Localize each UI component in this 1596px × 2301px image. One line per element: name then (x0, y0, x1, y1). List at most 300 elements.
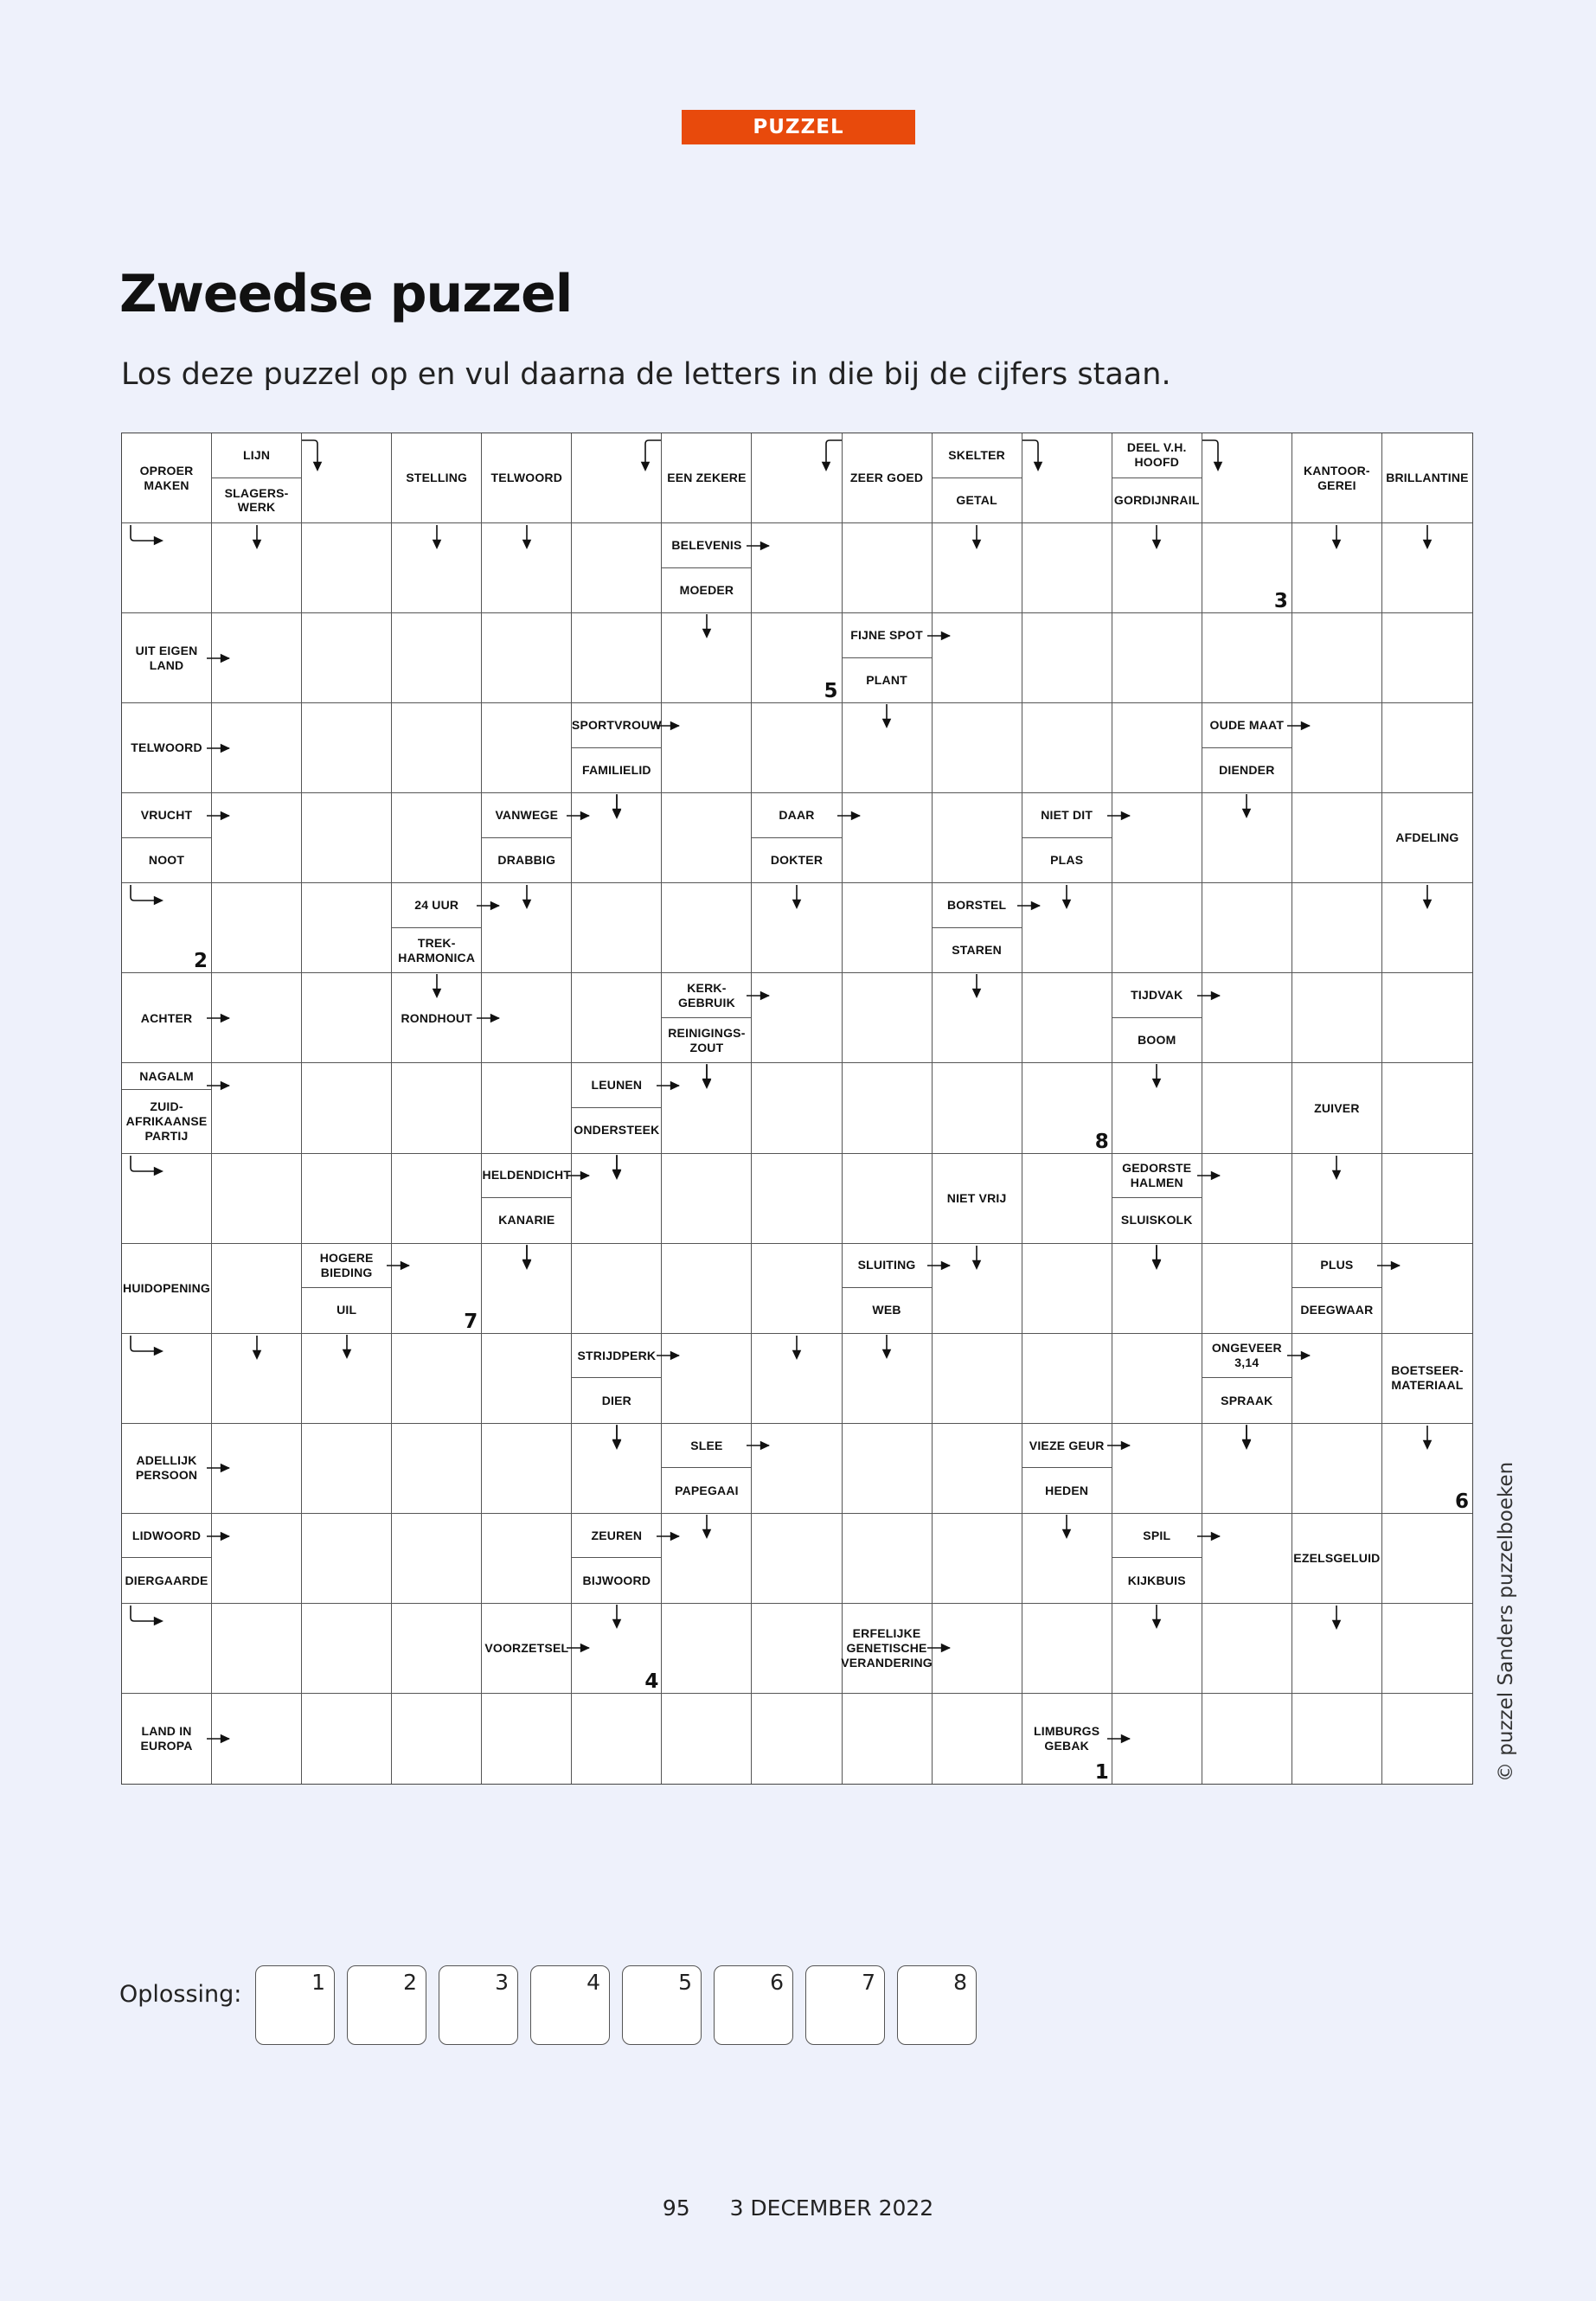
answer-cell[interactable] (843, 1424, 933, 1514)
down-arrow-icon (610, 1156, 624, 1182)
clue-text-bottom: GORDIJNRAIL (1113, 492, 1200, 507)
answer-cell[interactable] (933, 793, 1022, 883)
clue-text: KANTOOR- GEREI (1303, 463, 1370, 492)
answer-cell[interactable] (662, 883, 752, 973)
answer-cell[interactable] (212, 1514, 302, 1604)
answer-cell[interactable] (752, 523, 842, 613)
answer-cell[interactable] (1292, 703, 1382, 793)
answer-cell[interactable] (122, 883, 212, 973)
answer-cell[interactable] (212, 1334, 302, 1424)
clue-cell (1022, 1424, 1112, 1514)
clue-text-bottom: DIERGAARDE (125, 1573, 208, 1587)
answer-cell[interactable] (1022, 1334, 1112, 1424)
solution-box[interactable] (622, 1965, 702, 2045)
answer-cell[interactable] (1292, 883, 1382, 973)
solution-box-number: 2 (403, 1970, 417, 1995)
answer-cell[interactable] (1022, 1604, 1112, 1694)
clue-text: VOORZETSEL (484, 1640, 569, 1655)
answer-cell[interactable] (392, 613, 482, 703)
answer-cell[interactable] (1022, 973, 1112, 1063)
answer-cell[interactable] (1292, 1154, 1382, 1244)
answer-cell[interactable] (1202, 883, 1292, 973)
answer-cell[interactable] (482, 523, 572, 613)
down-arrow-icon (1330, 1606, 1343, 1631)
answer-cell[interactable] (482, 973, 572, 1063)
clue-cell (122, 613, 212, 703)
answer-cell[interactable] (933, 1424, 1022, 1514)
clue-text-bottom: PLAS (1050, 853, 1084, 868)
answer-cell[interactable] (1202, 613, 1292, 703)
answer-cell[interactable] (212, 613, 302, 703)
answer-cell[interactable] (302, 1334, 392, 1424)
clue-cell (212, 433, 302, 523)
answer-cell[interactable] (752, 1244, 842, 1334)
answer-cell[interactable] (662, 793, 752, 883)
clue-cell (122, 1514, 212, 1604)
answer-cell[interactable] (1022, 703, 1112, 793)
answer-cell[interactable] (392, 1334, 482, 1424)
clue-text-top: NAGALM (122, 1063, 211, 1090)
clue-cell (122, 1694, 212, 1784)
down-arrow-icon (970, 1246, 984, 1272)
answer-cell[interactable] (212, 703, 302, 793)
solution-box[interactable] (714, 1965, 793, 2045)
answer-cell[interactable] (212, 1424, 302, 1514)
answer-cell[interactable] (122, 1604, 212, 1694)
answer-cell[interactable] (1202, 523, 1292, 613)
answer-cell[interactable] (1112, 703, 1202, 793)
clue-text-bottom: PLANT (866, 673, 907, 688)
answer-cell[interactable] (662, 1154, 752, 1244)
answer-cell[interactable] (1292, 1604, 1382, 1694)
answer-cell[interactable] (122, 1154, 212, 1244)
answer-cell[interactable] (392, 703, 482, 793)
answer-cell[interactable] (1382, 1244, 1472, 1334)
answer-cell[interactable] (933, 1514, 1022, 1604)
clue-cell (482, 1154, 572, 1244)
down-arrow-icon (520, 1246, 534, 1272)
answer-cell[interactable] (843, 1514, 933, 1604)
clue-cell (392, 433, 482, 523)
answer-cell[interactable] (572, 1424, 662, 1514)
answer-cell[interactable] (302, 1424, 392, 1514)
clue-text-bottom: FAMILIELID (581, 763, 651, 778)
answer-cell[interactable] (1112, 1604, 1202, 1694)
answer-cell[interactable] (752, 973, 842, 1063)
answer-cell[interactable] (752, 883, 842, 973)
clue-text-top: SKELTER (933, 433, 1022, 478)
answer-cell[interactable] (933, 973, 1022, 1063)
answer-cell[interactable] (1022, 1244, 1112, 1334)
clue-text-top: LIDWOORD (122, 1514, 211, 1559)
answer-cell[interactable] (122, 1334, 212, 1424)
section-tag: PUZZEL (682, 110, 915, 144)
clue-cell (1292, 1244, 1382, 1334)
answer-cell[interactable] (1112, 1424, 1202, 1514)
solution-box-number: 3 (495, 1970, 509, 1995)
answer-cell[interactable] (1292, 613, 1382, 703)
clue-cell (122, 1424, 212, 1514)
down-arrow-icon (520, 525, 534, 551)
copyright-notice: © puzzel Sanders puzzelboeken (1495, 1461, 1517, 1782)
answer-cell[interactable] (1022, 433, 1112, 523)
hook-arrow-icon (1202, 439, 1227, 475)
answer-cell[interactable] (1292, 1694, 1382, 1784)
answer-cell[interactable] (662, 1514, 752, 1604)
hook-arrow-icon (129, 1606, 165, 1626)
answer-cell[interactable] (302, 1514, 392, 1604)
clue-text-top: BELEVENIS (662, 523, 751, 568)
clue-cell (1292, 433, 1382, 523)
clue-text-bottom: WEB (872, 1303, 901, 1317)
issue-date: 3 DECEMBER 2022 (729, 2195, 934, 2221)
answer-cell[interactable] (212, 1154, 302, 1244)
answer-cell[interactable] (843, 703, 933, 793)
answer-cell[interactable] (482, 1244, 572, 1334)
page-title: Zweedse puzzel (119, 264, 573, 324)
down-arrow-icon (790, 885, 804, 911)
answer-cell[interactable] (1112, 883, 1202, 973)
answer-cell[interactable] (392, 1063, 482, 1153)
answer-cell[interactable] (302, 883, 392, 973)
answer-cell[interactable] (1022, 883, 1112, 973)
answer-cell[interactable] (392, 1694, 482, 1784)
clue-text-top: LIJN (212, 433, 301, 478)
answer-cell[interactable] (1202, 1694, 1292, 1784)
answer-cell[interactable] (1202, 1154, 1292, 1244)
clue-text: OPROER MAKEN (139, 463, 194, 492)
answer-cell[interactable] (662, 1334, 752, 1424)
answer-cell[interactable] (482, 1514, 572, 1604)
hook-arrow-icon (817, 439, 842, 475)
solution-box[interactable] (805, 1965, 885, 2045)
clue-cell (482, 1604, 572, 1694)
clue-cell (122, 433, 212, 523)
answer-cell[interactable] (1202, 1063, 1292, 1153)
answer-cell[interactable] (212, 1063, 302, 1153)
answer-cell[interactable] (482, 613, 572, 703)
answer-cell[interactable] (1202, 1244, 1292, 1334)
answer-cell[interactable] (392, 1244, 482, 1334)
clue-text-top: DEEL V.H. HOOFD (1112, 433, 1202, 478)
answer-cell[interactable] (302, 1063, 392, 1153)
clue-cell (302, 1244, 392, 1334)
clue-cell (1382, 1334, 1472, 1424)
clue-text-top: SLUITING (843, 1244, 932, 1289)
answer-cell[interactable] (1112, 793, 1202, 883)
answer-cell[interactable] (933, 613, 1022, 703)
solution-box-number: 8 (953, 1970, 967, 1995)
page-footer (0, 2195, 1596, 2221)
answer-cell[interactable] (843, 793, 933, 883)
answer-cell[interactable] (1382, 973, 1472, 1063)
answer-cell[interactable] (482, 883, 572, 973)
answer-cell[interactable] (1382, 1604, 1472, 1694)
answer-cell[interactable] (1382, 883, 1472, 973)
clue-cell (933, 1154, 1022, 1244)
answer-cell[interactable] (1382, 703, 1472, 793)
answer-cell[interactable] (1292, 1424, 1382, 1514)
answer-cell[interactable] (1022, 1514, 1112, 1604)
down-arrow-icon (1420, 525, 1434, 551)
answer-cell[interactable] (572, 883, 662, 973)
answer-cell[interactable] (572, 793, 662, 883)
answer-cell[interactable] (752, 613, 842, 703)
clue-text-top: SPORTVROUW (572, 703, 661, 748)
answer-cell[interactable] (212, 523, 302, 613)
clue-cell (122, 1063, 212, 1153)
answer-cell[interactable] (572, 1154, 662, 1244)
hook-arrow-icon (129, 1336, 165, 1356)
hook-arrow-icon (1022, 439, 1047, 475)
clue-text-bottom: KIJKBUIS (1127, 1573, 1186, 1587)
answer-cell[interactable] (933, 1244, 1022, 1334)
answer-cell[interactable] (752, 1694, 842, 1784)
down-arrow-icon (1150, 1246, 1163, 1272)
answer-cell[interactable] (1202, 1514, 1292, 1604)
answer-cell[interactable] (752, 1334, 842, 1424)
solution-box-number: 6 (770, 1970, 784, 1995)
clue-text: ACHTER (140, 1010, 193, 1025)
answer-cell[interactable] (843, 1334, 933, 1424)
answer-cell[interactable] (843, 883, 933, 973)
answer-cell[interactable] (752, 1154, 842, 1244)
answer-cell[interactable] (933, 703, 1022, 793)
page-number: 95 (662, 2195, 690, 2221)
solution-marker-number: 2 (194, 950, 208, 973)
clue-cell (1202, 703, 1292, 793)
down-arrow-icon (970, 525, 984, 551)
answer-cell[interactable] (662, 1244, 752, 1334)
answer-cell[interactable] (1112, 1244, 1202, 1334)
answer-cell[interactable] (662, 1063, 752, 1153)
answer-cell[interactable] (1094, 1063, 1202, 1153)
down-arrow-icon (250, 525, 264, 551)
answer-cell[interactable] (1202, 1604, 1292, 1694)
clue-text-top: HELDENDICHT (482, 1154, 571, 1199)
answer-cell[interactable] (302, 1604, 392, 1694)
down-arrow-icon (700, 1065, 714, 1091)
answer-cell[interactable] (1292, 1334, 1382, 1424)
answer-cell[interactable] (1202, 433, 1292, 523)
clue-cell (1292, 1063, 1382, 1153)
answer-cell[interactable] (843, 523, 933, 613)
answer-cell[interactable] (662, 703, 752, 793)
answer-cell[interactable] (302, 613, 392, 703)
clue-text-bottom: REINIGINGS- ZOUT (668, 1025, 746, 1054)
down-arrow-icon (520, 885, 534, 911)
answer-cell[interactable] (1112, 523, 1202, 613)
down-arrow-icon (1420, 885, 1434, 911)
clue-cell (572, 703, 662, 793)
answer-cell[interactable] (1112, 1334, 1202, 1424)
answer-cell[interactable] (752, 1604, 842, 1694)
answer-cell[interactable] (662, 613, 752, 703)
solution-box[interactable] (530, 1965, 610, 2045)
answer-cell[interactable] (212, 1694, 302, 1784)
answer-cell[interactable] (1382, 613, 1472, 703)
answer-cell[interactable] (392, 1154, 482, 1244)
answer-cell[interactable] (933, 1334, 1022, 1424)
answer-cell[interactable] (933, 1694, 1022, 1784)
clue-text: HUIDOPENING (123, 1280, 211, 1295)
clue-text-top: ZEUREN (572, 1514, 661, 1559)
answer-cell[interactable] (302, 973, 392, 1063)
answer-cell[interactable] (572, 973, 662, 1063)
clue-text: TELWOORD (131, 740, 202, 755)
answer-cell[interactable] (572, 1244, 662, 1334)
answer-cell[interactable] (1022, 1154, 1112, 1244)
answer-cell[interactable] (482, 1424, 572, 1514)
clue-text-top: FIJNE SPOT (843, 613, 932, 658)
answer-cell[interactable] (482, 1063, 572, 1153)
answer-cell[interactable] (302, 433, 392, 523)
answer-cell[interactable] (843, 1154, 933, 1244)
answer-cell[interactable] (302, 793, 392, 883)
solution-box-number: 4 (586, 1970, 600, 1995)
answer-cell[interactable] (1202, 973, 1292, 1063)
clue-text-top: VRUCHT (122, 793, 211, 838)
clue-text-top: LEUNEN (572, 1063, 661, 1108)
clue-cell (572, 1063, 662, 1153)
answer-cell[interactable] (1022, 523, 1112, 613)
clue-text-bottom: HEDEN (1045, 1483, 1089, 1497)
answer-cell[interactable] (302, 1154, 392, 1244)
answer-cell[interactable] (302, 523, 392, 613)
clue-text: UIT EIGEN LAND (135, 643, 198, 672)
clue-cell (1202, 1334, 1292, 1424)
solution-box[interactable] (897, 1965, 977, 2045)
clue-cell (662, 1424, 752, 1514)
answer-cell[interactable] (1382, 523, 1472, 613)
clue-text-top: ONGEVEER 3,14 (1202, 1334, 1292, 1379)
clue-text-top: VANWEGE (482, 793, 571, 838)
answer-cell[interactable] (1382, 1154, 1472, 1244)
clue-cell (662, 433, 752, 523)
answer-cell[interactable] (662, 1694, 752, 1784)
answer-cell[interactable] (392, 1514, 482, 1604)
clue-cell (1112, 1514, 1202, 1604)
clue-cell (662, 523, 752, 613)
clue-text-bottom: STAREN (952, 943, 1002, 958)
answer-cell[interactable] (212, 973, 302, 1063)
answer-cell[interactable] (392, 1604, 482, 1694)
solution-box[interactable] (255, 1965, 335, 2045)
answer-cell[interactable] (843, 1694, 933, 1784)
clue-text-bottom: DIENDER (1219, 763, 1275, 778)
answer-cell[interactable] (212, 793, 302, 883)
down-arrow-icon (790, 1336, 804, 1362)
clue-text-bottom: DRABBIG (497, 853, 556, 868)
clue-text-top: SLEE (662, 1424, 751, 1469)
clue-cell (482, 793, 572, 883)
answer-cell[interactable] (1112, 613, 1202, 703)
clue-text-bottom: DEEGWAAR (1300, 1303, 1374, 1317)
answer-cell[interactable] (572, 1694, 662, 1784)
clue-cell (572, 1334, 662, 1424)
answer-cell[interactable] (933, 1063, 1022, 1153)
answer-cell[interactable] (212, 1244, 302, 1334)
answer-cell[interactable] (572, 433, 662, 523)
clue-cell (843, 433, 933, 523)
clue-text-bottom: KANARIE (498, 1213, 555, 1227)
clue-cell (933, 433, 1022, 523)
answer-cell[interactable] (1292, 973, 1382, 1063)
solution-box-number: 5 (678, 1970, 692, 1995)
answer-cell[interactable] (843, 973, 933, 1063)
solution-box-number: 1 (311, 1970, 325, 1995)
answer-cell[interactable] (752, 433, 842, 523)
answer-cell[interactable] (752, 1424, 842, 1514)
answer-cell[interactable] (1382, 1694, 1472, 1784)
clue-cell (392, 883, 482, 973)
answer-cell[interactable] (392, 523, 482, 613)
answer-cell[interactable] (933, 1604, 1022, 1694)
answer-cell[interactable] (752, 1063, 842, 1153)
clue-cell (122, 1244, 212, 1334)
answer-cell[interactable] (122, 523, 212, 613)
answer-cell[interactable] (212, 883, 302, 973)
solution-box[interactable] (439, 1965, 518, 2045)
solution-box[interactable] (347, 1965, 426, 2045)
hook-arrow-icon (637, 439, 661, 475)
answer-cell[interactable] (1022, 613, 1112, 703)
solution-marker-number: 8 (1094, 1130, 1109, 1153)
answer-cell[interactable] (392, 1424, 482, 1514)
answer-cell[interactable] (933, 523, 1022, 613)
hook-arrow-icon (302, 439, 326, 475)
answer-cell[interactable] (212, 1604, 302, 1694)
answer-cell[interactable] (1382, 1424, 1472, 1514)
answer-cell[interactable] (302, 703, 392, 793)
answer-cell[interactable] (1292, 523, 1382, 613)
answer-cell[interactable] (482, 1694, 572, 1784)
answer-cell[interactable] (482, 1334, 572, 1424)
clue-cell (1382, 433, 1472, 523)
down-arrow-icon (610, 1426, 624, 1452)
answer-cell[interactable] (482, 703, 572, 793)
answer-cell[interactable] (572, 523, 662, 613)
solution-marker-number: 7 (464, 1310, 478, 1333)
answer-cell[interactable] (302, 1694, 392, 1784)
answer-cell[interactable] (1382, 1514, 1472, 1604)
hook-arrow-icon (129, 885, 165, 906)
answer-cell[interactable] (752, 1514, 842, 1604)
answer-cell[interactable] (1202, 793, 1292, 883)
down-arrow-icon (1240, 1426, 1253, 1452)
answer-cell[interactable] (1094, 1694, 1202, 1784)
clue-text-top: SPIL (1112, 1514, 1202, 1559)
clue-text-bottom: TREK- HARMONICA (398, 935, 476, 965)
answer-cell[interactable] (843, 1063, 933, 1153)
clue-text-top: DAAR (752, 793, 841, 838)
answer-cell[interactable] (392, 793, 482, 883)
answer-cell[interactable] (1202, 1424, 1292, 1514)
clue-cell (1112, 1154, 1202, 1244)
clue-cell (482, 433, 572, 523)
clue-text: ZEER GOED (849, 471, 924, 485)
answer-cell[interactable] (1292, 793, 1382, 883)
clue-text-top: TIJDVAK (1112, 973, 1202, 1018)
clue-cell (572, 1514, 662, 1604)
answer-cell[interactable] (572, 613, 662, 703)
clue-text: EZELSGELUID (1293, 1550, 1381, 1565)
clue-text-top: KERK- GEBRUIK (662, 973, 751, 1018)
crossword-grid (121, 433, 1473, 1785)
answer-cell[interactable] (1382, 1063, 1472, 1153)
answer-cell[interactable] (644, 1604, 752, 1694)
answer-cell[interactable] (752, 703, 842, 793)
